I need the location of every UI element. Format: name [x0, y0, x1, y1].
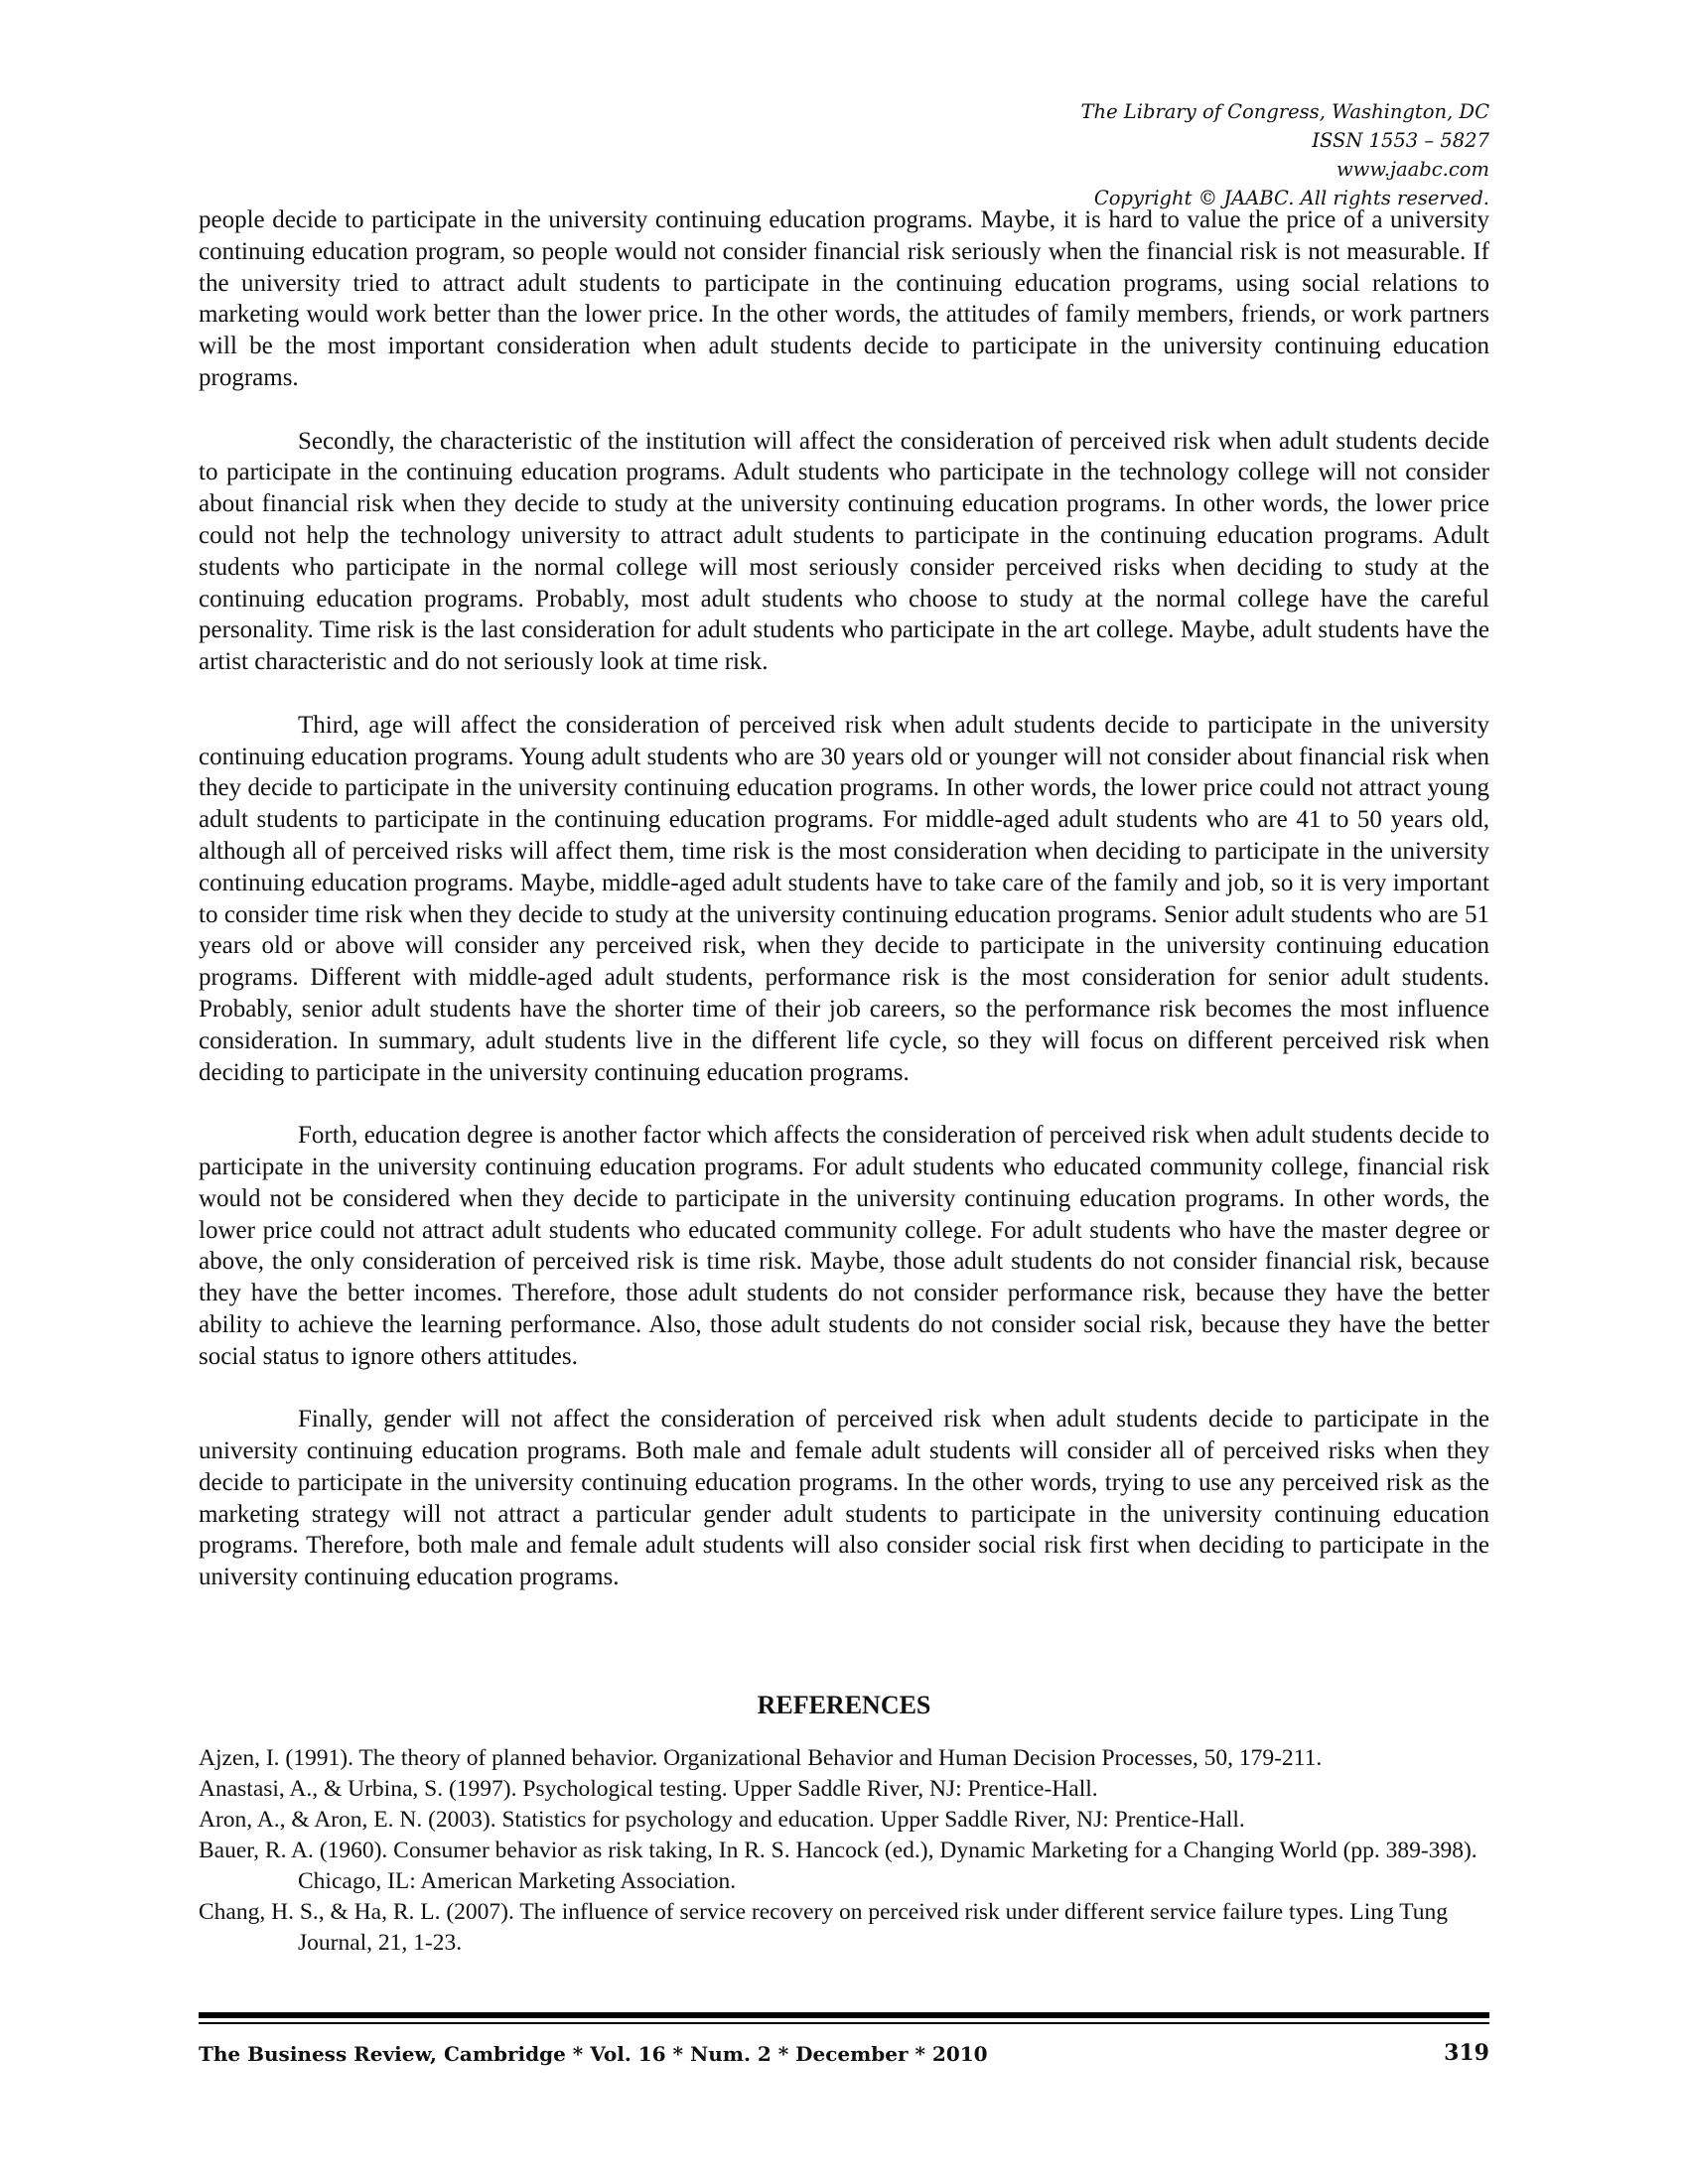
references-heading: REFERENCES: [757, 1691, 931, 1719]
footer-rule-thin: [199, 2022, 1489, 2024]
references-list: [199, 1743, 1489, 1959]
footer-rule-thick: [199, 2012, 1489, 2018]
footer-journal-info: The Business Review, Cambridge * Vol. 16 * Num. 2 * December * 2010: [199, 2042, 988, 2066]
paragraph-institution: Secondly, the characteristic of the institution will affect the consideration of perceived risk when adult students decide to participate in the continuing education programs. Adult students who participate in the technology college will not consider about financial risk when they decide to study at the university continuing education programs. In other words, the lower price could not help the technology university to attract adult students to participate in the continuing education programs. Adult students who participate in the normal college will most seriously consider perceived risks when deciding to study at the continuing education programs. Probably, most adult students who choose to study at the normal college have the careful personality. Time risk is the last consideration for adult students who participate in the art college. Maybe, adult students have the artist characteristic and do not seriously look at time risk.: [199, 427, 1489, 676]
reference-item: Aron, A., & Aron, E. N. (2003). Statistics for psychology and education. Upper Saddle River, NJ: Prentice-Hall.: [199, 1807, 1245, 1833]
journal-header: [1081, 97, 1490, 212]
header-line-website: www.jaabc.com: [1336, 158, 1489, 181]
reference-item: Ajzen, I. (1991). The theory of planned behavior. Organizational Behavior and Human Decision Processes, 50, 179-211.: [199, 1745, 1323, 1771]
page-number: 319: [1444, 2040, 1489, 2066]
paragraph-gender: Finally, gender will not affect the consideration of perceived risk when adult students decide to participate in the university continuing education programs. Both male and female adult students will consider all of perceived risks when they decide to participate in the university continuing education programs. In the other words, trying to use any perceived risk as the marketing strategy will not attract a particular gender adult students to participate in the university continuing education programs. Therefore, both male and female adult students will also consider social risk first when deciding to participate in the university continuing education programs.: [199, 1406, 1489, 1591]
paragraph-continued: people decide to participate in the university continuing education programs. Maybe, it is hard to value the price of a university continuing education program, so people would not consider financial risk seriously when the financial risk is not measurable. If the university tried to attract adult students to participate in the continuing education programs, using social relations to marketing would work better than the lower price. In the other words, the attitudes of family members, friends, or work partners will be the most important consideration when adult students decide to participate in the university continuing education programs.: [199, 206, 1489, 391]
reference-item: Bauer, R. A. (1960). Consumer behavior as risk taking, In R. S. Hancock (ed.), Dynamic Marketing for a Changing World (pp. 389-398). Chicago, IL: American Marketing Association.: [199, 1838, 1477, 1894]
reference-item: Chang, H. S., & Ha, R. L. (2007). The influence of service recovery on perceived risk under different service failure types. Ling Tung Journal, 21, 1-23.: [199, 1899, 1448, 1956]
header-line-copyright: Copyright © JAABC. All rights reserved.: [1093, 187, 1489, 209]
header-line-issn: ISSN 1553 – 5827: [1312, 129, 1489, 152]
paragraph-age: Third, age will affect the consideration of perceived risk when adult students decide to participate in the university continuing education programs. Young adult students who are 30 years old or younger will not consider about financial risk when they decide to participate in the university continuing education programs. In other words, the lower price could not attract young adult students to participate in the continuing education programs. For middle-aged adult students who are 41 to 50 years old, although all of perceived risks will affect them, time risk is the most consideration when deciding to participate in the university continuing education programs. Maybe, middle-aged adult students have to take care of the family and job, so it is very important to consider time risk when they decide to study at the university continuing education programs. Senior adult students who are 51 years old or above will consider any perceived risk, when they decide to participate in the university continuing education programs. Different with middle-aged adult students, performance risk is the most consideration for senior adult students. Probably, senior adult students have the shorter time of their job careers, so the performance risk becomes the most influence consideration. In summary, adult students live in the different life cycle, so they will focus on different perceived risk when deciding to participate in the university continuing education programs.: [199, 711, 1489, 1086]
paragraph-education-degree: Forth, education degree is another factor which affects the consideration of perceived risk when adult students decide to participate in the university continuing education programs. For adult students who educated community college, financial risk would not be considered when they decide to participate in the university continuing education programs. In other words, the lower price could not attract adult students who educated community college. For adult students who have the master degree or above, the only consideration of perceived risk is time risk. Maybe, those adult students do not consider financial risk, because they have the better incomes. Therefore, those adult students do not consider performance risk, because they have the better ability to achieve the learning performance. Also, those adult students do not consider social risk, because they have the better social status to ignore others attitudes.: [199, 1122, 1489, 1370]
reference-item: Anastasi, A., & Urbina, S. (1997). Psychological testing. Upper Saddle River, NJ: Prentice-Hall.: [199, 1776, 1098, 1802]
body-text: [199, 205, 1489, 1625]
header-line-library: The Library of Congress, Washington, DC: [1080, 100, 1489, 123]
